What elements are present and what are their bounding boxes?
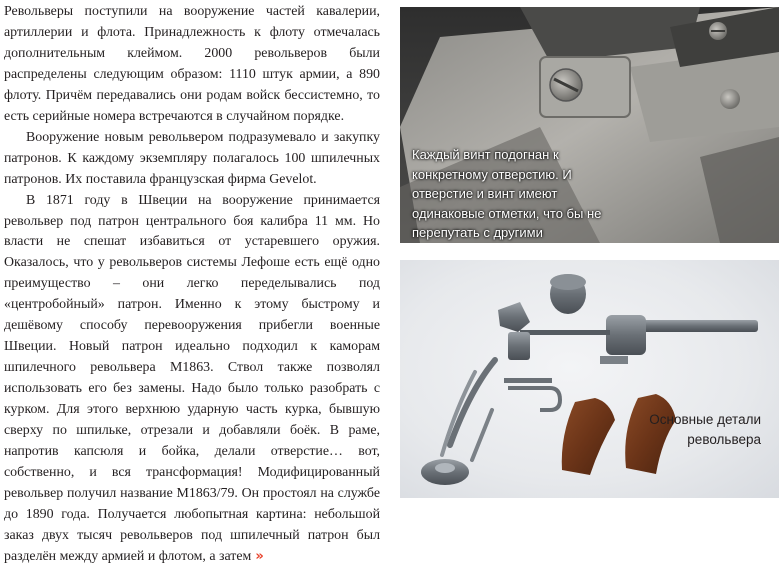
article-paragraph: Вооружение новым револьвером подразумевало и закупку патронов. К каждому экземпляру полагалось 100 шпилечных патронов. Их поставила французская фирма Gevelot. xyxy=(4,129,380,187)
article-text-column xyxy=(4,2,380,564)
revolver-parts-photo xyxy=(400,260,779,498)
continue-arrow-icon: » xyxy=(255,548,264,564)
photo-bottom-caption: Основные детали револьвера xyxy=(649,412,761,447)
article-paragraph xyxy=(4,191,380,568)
revolver-frame-closeup-photo xyxy=(400,7,779,243)
photo-top-caption: Каждый винт подогнан к конкретному отверстию. И отверстие и винт имеют одинаковые отметки, что бы не перепутать с другими xyxy=(412,147,602,241)
article-paragraph-text: В 1871 году в Швеции на вооружение принимается револьвер под патрон центрального боя калибра 11 мм. Но власти не спешат избавиться от устаревшего оружия. Оказалось, что у револьверов системы Лефоше есть ещё одно преимущество – они легко переделывались под «центробойный» патрон. Именно к этому быстрому и дешёвому способу перевооружения прибегли военные Швеции. Новый патрон идеально подходил к каморам шпилечного револьвера М1863. Ствол также позволял использовать его без замены. Надо было только разобрать с курком. Для этого верхнюю ударную часть курка, бывшую сверху по шпильке, отрезали и добавляли боёк. В раме, напротив капсюля и бойка, делали отверстие… вот, собственно, и вся трансформация! Модифицированный револьвер получил название М1863/79. Он простоял на службе до 1890 года. Получается любопытная картина: небольшой заказ двух тысяч револьверов под шпилечный патрон был разделён между армией и флотом, а затем xyxy=(4,192,380,564)
revolver-parts-image xyxy=(400,260,779,498)
article-paragraph: Револьверы поступили на вооружение частей кавалерии, артиллерии и флота. Принадлежность к флоту отмечалась дополнительным клеймом. 2000 револьверов были распределены следующим образом: 1110 штук армии, а 890 флоту. Причём передавались они родам войск бессистемно, то есть серийные номера встречаются в случайном порядке. xyxy=(4,4,380,124)
